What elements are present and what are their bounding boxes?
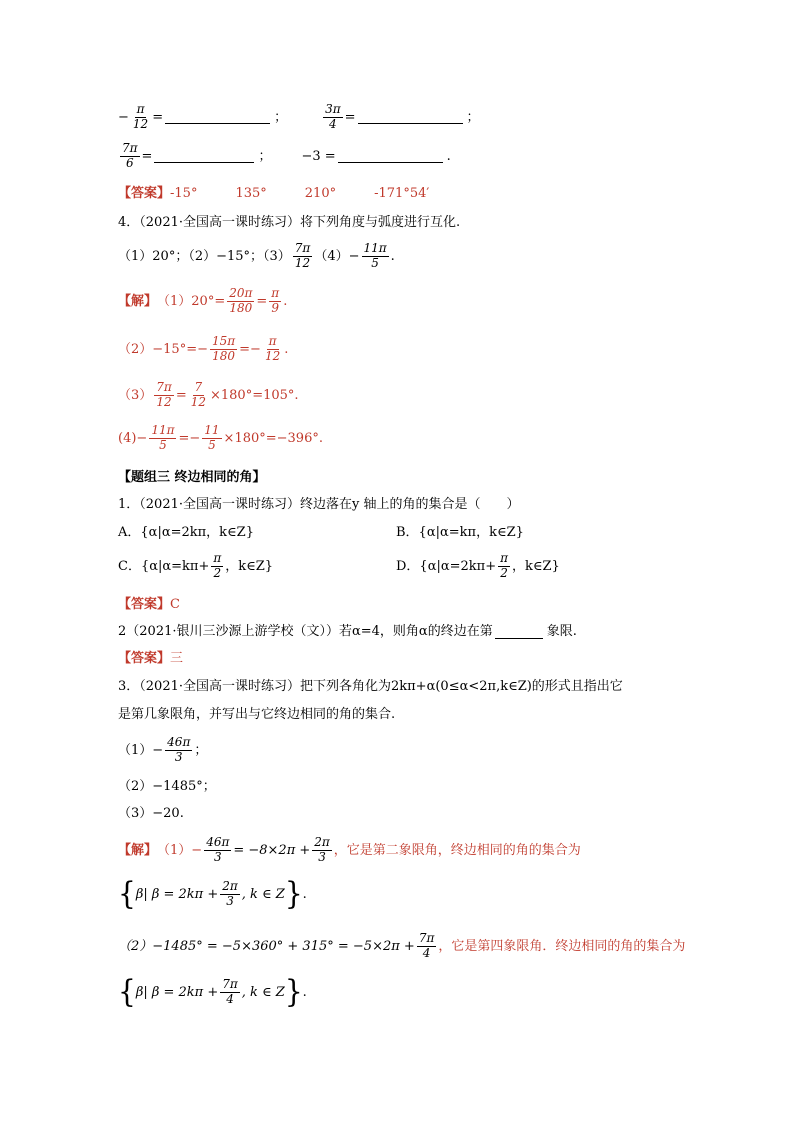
left-brace-icon: { [118,875,136,912]
numerator: 15π [212,334,236,348]
fraction [227,287,254,316]
period: . [283,293,288,309]
minus-sign: − [118,109,129,125]
numerator: 2π [222,879,238,893]
numerator: 7π [418,931,435,945]
fraction [362,242,389,271]
q1-option-D[interactable] [396,552,560,581]
fraction [149,424,176,453]
left-brace-icon: { [118,973,136,1010]
question-4-title [118,215,460,231]
numerator: 7 [194,380,203,394]
equals: =− [239,341,261,357]
equals: = [152,109,164,125]
fraction [154,381,174,410]
semicolon: ； [258,148,272,164]
answer-blank[interactable] [338,161,443,163]
math-expr: β| β = 2kπ + [135,886,219,902]
answer-label: 【答案】 [118,651,171,666]
section-title: 【题组三 终边相同的角】 [118,470,266,485]
fraction [312,836,332,865]
numerator: 7π [156,380,172,394]
denominator: 5 [159,437,167,452]
section-heading [118,470,266,486]
expr: −3 = [301,148,336,164]
solution-text: （1）− [157,842,203,858]
prev-question-row-2 [118,142,451,171]
equals: = [344,109,356,125]
answer-blank[interactable] [358,122,463,124]
question-text: 3．（2021·全国高一课时练习）把下列各角化为2kπ+α(0≤α<2π,k∈Z)的形式且指出它 [118,679,623,694]
semicolon: ； [466,109,480,125]
fraction [120,142,140,171]
math-expr: = −8×2π + [233,842,311,858]
fraction [293,242,313,271]
solution-3-line-1 [118,836,581,865]
denominator: 9 [271,300,280,315]
solution-text: （1）20°= [157,293,226,309]
denominator: 12 [264,348,281,363]
numerator: 46π [167,735,191,749]
fraction [220,978,240,1007]
answer-blank[interactable] [495,637,543,639]
question-4-parts [118,242,395,271]
fraction [165,736,192,765]
fraction [211,552,223,581]
denominator: 4 [422,945,431,960]
q1-option-B[interactable] [396,525,524,541]
q3-stem-line-1 [118,679,623,695]
solution-text: ，它是第二象限角，终边相同的角的集合为 [333,842,581,858]
denominator: 5 [371,255,379,270]
equals: = [256,293,268,309]
numerator: 7π [122,141,138,155]
math-expr: , k ∈ Z [241,886,285,902]
solution-label: 【解】 [118,842,158,858]
solution-3-set-1: { β| β = 2kπ + $\frac{2\pi}{3}$ , k ∈ Z } . [118,875,307,912]
answer-value: 135° [235,186,267,201]
denominator: 6 [125,155,134,170]
solution-text: （2）−15°=− [118,341,208,357]
math-expr: , k ∈ Z [241,984,285,1000]
fraction [204,836,231,865]
question-text: 2（2021·银川三沙源上游学校（文））若α=4，则角α的终边在第 [118,624,493,639]
solution-3-set-2: { β| β = 2kπ + $\frac{7\pi}{4}$ , k ∈ Z } . [118,973,307,1010]
solution-4-line-4 [118,424,323,453]
numerator: 11π [151,423,175,437]
numerator: 7π [222,977,238,991]
answer-blank[interactable] [165,122,270,124]
solution-text: ×180°=105°. [210,387,299,403]
solution-text: ×180°=−396°. [223,430,323,446]
solution-4-line-2 [118,335,288,364]
solution-text: (4)− [118,430,148,446]
solution-4-line-1 [118,287,287,316]
answer-value: C [170,597,180,612]
question-text: 是第几象限角，并写出与它终边相同的角的集合. [118,707,396,722]
fraction [210,335,237,364]
denominator: 180 [212,348,236,363]
question-text: （1）− [118,742,164,758]
denominator: 12 [294,255,311,270]
period: . [390,248,395,264]
fraction [202,424,221,453]
numerator: π [271,286,280,300]
option-text: B．{α|α=kπ，k∈Z} [396,525,524,540]
denominator: 3 [226,893,234,908]
period: . [446,148,451,164]
fraction [498,552,510,581]
solution-4-line-3 [118,381,299,410]
semicolon: ； [274,109,288,125]
equals: = [141,148,153,164]
numerator: π [213,551,222,565]
numerator: 7π [294,241,311,255]
equals: =− [178,430,201,446]
answer-value: -15° [170,186,198,201]
period: . [284,341,289,357]
denominator: 12 [156,394,172,409]
numerator: π [136,102,145,116]
denominator: 12 [132,116,149,131]
q3-stem-line-2 [118,707,395,723]
answer-label: 【答案】 [118,186,171,201]
question-text: （2）−1485°； [118,779,216,794]
numerator: 2π [314,835,330,849]
fraction [269,287,281,316]
right-brace-icon: } [284,875,303,912]
answer-row [118,186,429,202]
prev-question-row-1 [118,103,480,132]
denominator: 4 [329,116,337,131]
denominator: 3 [174,749,183,764]
denominator: 180 [229,300,253,315]
denominator: 3 [213,849,222,864]
question-text: 象限. [546,624,577,639]
q1-option-A[interactable] [118,525,254,541]
right-brace-icon: } [284,973,303,1010]
answer-row [118,597,180,613]
question-text: （3）−20. [118,806,184,821]
denominator: 2 [500,565,508,580]
solution-text: ，它是第四象限角．终边相同的角的集合为 [438,938,686,954]
denominator: 3 [318,849,326,864]
denominator: 12 [190,394,206,409]
numerator: 3π [325,102,341,116]
question-text: （1）20°；（2）−15°；（3） [118,248,291,264]
q3-part-2 [118,779,216,795]
answer-row [118,651,183,667]
numerator: 20π [229,286,253,300]
q1-stem [118,497,519,513]
answer-label: 【答案】 [118,597,171,612]
fraction [220,880,240,909]
solution-label: 【解】 [118,293,158,309]
solution-3-line-2 [118,932,685,961]
answer-blank[interactable] [154,161,254,163]
denominator: 2 [213,565,222,580]
fraction [323,103,343,132]
option-text: C．{α|α=kπ+ [118,558,210,574]
option-text: ，k∈Z} [512,558,560,574]
denominator: 5 [208,437,216,452]
math-expr: β| β = 2kπ + [135,984,219,1000]
math-expr: （2）−1485° = −5×360° + 315° = −5×2π + [118,938,415,954]
option-text: ，k∈Z} [225,558,274,574]
fraction [417,932,437,961]
option-text: D．{α|α=2kπ+ [396,558,497,574]
fraction [131,103,150,132]
option-text: A．{α|α=2kπ，k∈Z} [118,525,254,540]
numerator: π [268,334,277,348]
denominator: 4 [226,991,234,1006]
fraction [263,335,282,364]
q1-option-C[interactable] [118,552,273,581]
question-text: （4）− [314,248,360,264]
solution-text: （3） [118,387,153,403]
answer-value: 210° [304,186,337,201]
equals: = [175,387,187,403]
q3-part-1 [118,736,207,765]
question-text: ； [194,742,208,758]
numerator: 46π [206,835,230,849]
fraction [189,381,208,410]
question-text: 1．（2021·全国高一课时练习）终边落在y 轴上的角的集合是（ ） [118,497,520,512]
question-text: 4．（2021·全国高一课时练习）将下列角度与弧度进行互化. [118,215,461,230]
answer-value: -171°54′ [374,186,430,201]
q2-stem [118,624,577,640]
answer-value: 三 [170,651,184,666]
numerator: 11π [363,241,387,255]
numerator: 11 [204,423,220,437]
q3-part-3 [118,806,184,822]
numerator: π [500,551,508,565]
